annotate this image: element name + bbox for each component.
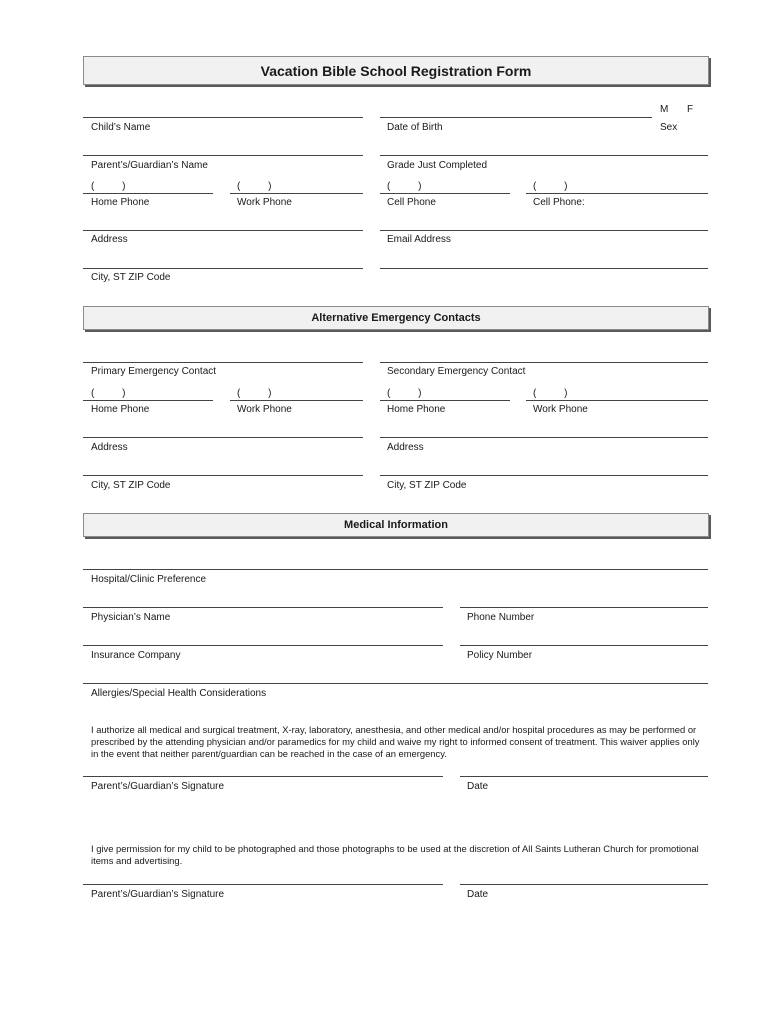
secondary-city-label: City, ST ZIP Code [387, 480, 467, 491]
primary-contact-field[interactable] [83, 362, 363, 363]
cell-phone2-label: Cell Phone: [533, 197, 585, 208]
form-title [83, 56, 709, 85]
sex-f-label: F [687, 104, 694, 115]
email-continuation-field[interactable] [380, 268, 708, 269]
cell-phone-label: Cell Phone [387, 197, 436, 208]
primary-work-phone-field[interactable] [230, 400, 363, 401]
email-field[interactable] [380, 230, 708, 231]
physician-label: Physician’s Name [91, 612, 171, 623]
work-phone-area: ( ) [237, 181, 272, 192]
cell-phone-field[interactable] [380, 193, 510, 194]
signature-field[interactable] [83, 776, 443, 777]
secondary-work-area: ( ) [533, 388, 568, 399]
date2-label: Date [467, 889, 489, 900]
sex-label: Sex [660, 122, 678, 133]
emergency-section-title: Alternative Emergency Contacts [311, 312, 481, 324]
cell-phone-area: ( ) [387, 181, 422, 192]
date-of-birth-label: Date of Birth [387, 122, 443, 133]
primary-city-field[interactable] [83, 475, 363, 476]
signature2-label: Parent’s/Guardian’s Signature [91, 889, 225, 900]
authorization-paragraph: I authorize all medical and surgical treatment, X-ray, laboratory, anesthesia, and other medical and/or hospital procedures as may be performed or prescribed by the attending physician and/or paramedics for my child and waive my right to informed consent of treatment. This waiver applies only in the event that neither parent/guardian can be reached in the case of an emergency. [91, 724, 700, 759]
primary-address-label: Address [91, 442, 128, 453]
insurance-field[interactable] [83, 645, 443, 646]
date-field[interactable] [460, 776, 708, 777]
parent-name-field[interactable] [83, 155, 363, 156]
policy-number-label: Policy Number [467, 650, 533, 661]
work-phone-label: Work Phone [237, 197, 292, 208]
secondary-home-area: ( ) [387, 388, 422, 399]
hospital-field[interactable] [83, 569, 708, 570]
primary-home-phone-label: Home Phone [91, 404, 150, 415]
primary-city-label: City, ST ZIP Code [91, 480, 171, 491]
primary-home-area: ( ) [91, 388, 126, 399]
medical-section-title: Medical Information [344, 519, 448, 531]
primary-address-field[interactable] [83, 437, 363, 438]
grade-label: Grade Just Completed [387, 160, 488, 171]
emergency-section-header [83, 306, 709, 330]
parent-name-label: Parent’s/Guardian’s Name [91, 160, 208, 171]
policy-number-field[interactable] [460, 645, 708, 646]
home-phone-label: Home Phone [91, 197, 150, 208]
secondary-contact-label: Secondary Emergency Contact [387, 366, 526, 377]
childs-name-label: Child’s Name [91, 122, 151, 133]
childs-name-field[interactable] [83, 117, 363, 118]
date2-field[interactable] [460, 884, 708, 885]
photo-permission-paragraph: I give permission for my child to be photographed and those photographs to be used at the discretion of All Saints Lutheran Church for promotional items and advertising. [91, 843, 699, 866]
medical-section-header [83, 513, 709, 537]
secondary-address-label: Address [387, 442, 424, 453]
cell-phone2-area: ( ) [533, 181, 568, 192]
signature-label: Parent’s/Guardian’s Signature [91, 781, 225, 792]
primary-work-phone-label: Work Phone [237, 404, 292, 415]
secondary-home-phone-field[interactable] [380, 400, 510, 401]
physician-field[interactable] [83, 607, 443, 608]
home-phone-area: ( ) [91, 181, 126, 192]
date-label: Date [467, 781, 489, 792]
cell-phone2-field[interactable] [526, 193, 708, 194]
secondary-work-phone-field[interactable] [526, 400, 708, 401]
primary-home-phone-field[interactable] [83, 400, 213, 401]
secondary-work-phone-label: Work Phone [533, 404, 588, 415]
work-phone-field[interactable] [230, 193, 363, 194]
hospital-label: Hospital/Clinic Preference [91, 574, 207, 585]
date-of-birth-field[interactable] [380, 117, 652, 118]
secondary-contact-field[interactable] [380, 362, 708, 363]
allergies-field[interactable] [83, 683, 708, 684]
secondary-home-phone-label: Home Phone [387, 404, 446, 415]
phone-number-label: Phone Number [467, 612, 535, 623]
form-title-text: Vacation Bible School Registration Form [260, 62, 532, 79]
home-phone-field[interactable] [83, 193, 213, 194]
phone-number-field[interactable] [460, 607, 708, 608]
address-field[interactable] [83, 230, 363, 231]
secondary-address-field[interactable] [380, 437, 708, 438]
secondary-city-field[interactable] [380, 475, 708, 476]
signature2-field[interactable] [83, 884, 443, 885]
city-field[interactable] [83, 268, 363, 269]
insurance-label: Insurance Company [91, 650, 181, 661]
sex-m-label: M [660, 104, 669, 115]
primary-contact-label: Primary Emergency Contact [91, 366, 217, 377]
address-label: Address [91, 234, 128, 245]
email-label: Email Address [387, 234, 451, 245]
grade-field[interactable] [380, 155, 708, 156]
city-label: City, ST ZIP Code [91, 272, 171, 283]
primary-work-area: ( ) [237, 388, 272, 399]
allergies-label: Allergies/Special Health Considerations [91, 688, 267, 699]
